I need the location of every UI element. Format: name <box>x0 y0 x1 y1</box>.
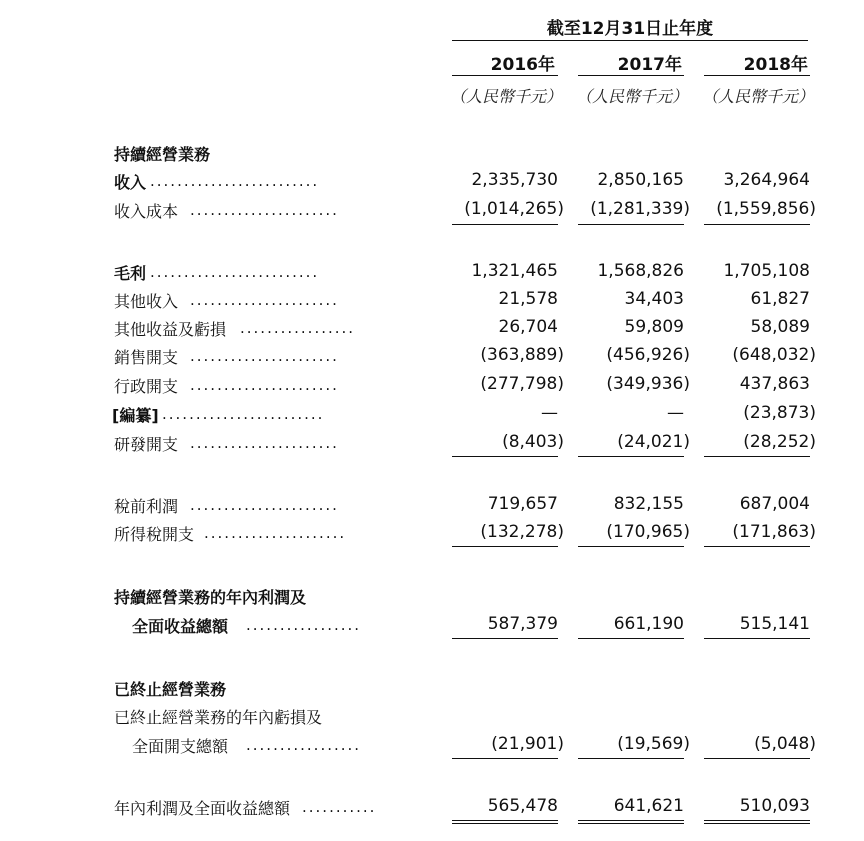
year-rule-2016 <box>452 75 558 76</box>
leader-dots: ...................... <box>190 496 339 514</box>
value-2016: (1,014,265) <box>464 199 564 219</box>
value-2017: (456,926) <box>606 345 690 365</box>
value-2016: 587,379 <box>487 614 558 634</box>
subtotal-rule <box>578 224 684 225</box>
value-2017: 34,403 <box>624 289 684 309</box>
value-2016: 719,657 <box>487 494 558 514</box>
leader-dots: ........... <box>302 798 377 816</box>
value-2017: 832,155 <box>613 494 684 514</box>
value-2018: (23,873) <box>743 403 816 423</box>
value-2017: 661,190 <box>613 614 684 634</box>
subtotal-rule <box>578 758 684 759</box>
row-label: 其他收入 <box>114 292 179 311</box>
leader-dots: ..................... <box>204 524 347 542</box>
value-2016: (21,901) <box>491 734 564 754</box>
unit-2017: （人民幣千元） <box>576 87 689 106</box>
value-2016: 565,478 <box>487 796 558 816</box>
row-label-line1: 已終止經營業務的年內虧損及 <box>114 708 323 727</box>
year-2018-header: 2018年 <box>743 55 808 75</box>
value-2018: 510,093 <box>739 796 810 816</box>
value-2018: 1,705,108 <box>723 261 810 281</box>
value-2018: 515,141 <box>739 614 810 634</box>
row-label: 其他收益及虧損 <box>114 320 227 339</box>
value-2017: (170,965) <box>606 522 690 542</box>
row-label-line1: 持續經營業務的年內利潤及 <box>114 588 307 607</box>
leader-dots: ...................... <box>190 201 339 219</box>
total-double-rule <box>578 820 684 824</box>
row-label: 稅前利潤 <box>114 497 179 516</box>
row-label: 收入成本 <box>114 202 179 221</box>
row-label: 全面開支總額 <box>132 737 229 756</box>
leader-dots: ........................ <box>162 405 325 423</box>
year-2017-header: 2017年 <box>617 55 682 75</box>
subtotal-rule <box>452 758 558 759</box>
subtotal-rule <box>452 546 558 547</box>
subtotal-rule <box>704 758 810 759</box>
leader-dots: ......................... <box>150 172 320 190</box>
subtotal-rule <box>452 224 558 225</box>
value-2016: (363,889) <box>480 345 564 365</box>
row-label: [編纂] <box>112 406 159 425</box>
value-2017: 2,850,165 <box>597 170 684 190</box>
subtotal-rule <box>452 456 558 457</box>
row-label: 行政開支 <box>114 377 179 396</box>
row-label: 毛利 <box>114 264 147 283</box>
unit-2016: （人民幣千元） <box>450 87 563 106</box>
year-rule-2018 <box>704 75 810 76</box>
value-2016: 26,704 <box>498 317 558 337</box>
value-2016: 2,335,730 <box>471 170 558 190</box>
year-2016-header: 2016年 <box>490 55 555 75</box>
leader-dots: ......................... <box>150 263 320 281</box>
total-double-rule <box>452 820 558 824</box>
header-rule <box>452 40 808 41</box>
value-2018: 437,863 <box>739 374 810 394</box>
value-2017: 1,568,826 <box>597 261 684 281</box>
value-2017: 59,809 <box>624 317 684 337</box>
row-label: 研發開支 <box>114 435 179 454</box>
value-2018: (28,252) <box>743 432 816 452</box>
subtotal-rule <box>704 546 810 547</box>
subtotal-rule <box>578 638 684 639</box>
leader-dots: ................. <box>246 616 362 634</box>
value-2018: 3,264,964 <box>723 170 810 190</box>
row-label: 年內利潤及全面收益總額 <box>114 799 291 818</box>
subtotal-rule <box>704 224 810 225</box>
row-label: 全面收益總額 <box>132 617 229 636</box>
row-label: 銷售開支 <box>114 348 179 367</box>
value-2017: — <box>667 403 684 423</box>
value-2016: (8,403) <box>502 432 564 452</box>
subtotal-rule <box>578 456 684 457</box>
value-2016: (132,278) <box>480 522 564 542</box>
subtotal-rule <box>704 638 810 639</box>
value-2018: 58,089 <box>750 317 810 337</box>
value-2016: — <box>541 403 558 423</box>
subtotal-rule <box>704 456 810 457</box>
value-2017: (349,936) <box>606 374 690 394</box>
value-2018: 61,827 <box>750 289 810 309</box>
value-2018: 687,004 <box>739 494 810 514</box>
period-header: 截至12月31日止年度 <box>546 19 714 39</box>
value-2018: (171,863) <box>732 522 816 542</box>
value-2018: (1,559,856) <box>716 199 816 219</box>
unit-2018: （人民幣千元） <box>702 87 815 106</box>
value-2016: 1,321,465 <box>471 261 558 281</box>
row-label: 所得稅開支 <box>114 525 195 544</box>
value-2018: (648,032) <box>732 345 816 365</box>
subtotal-rule <box>578 546 684 547</box>
value-2018: (5,048) <box>754 734 816 754</box>
subtotal-rule <box>452 638 558 639</box>
row-label: 收入 <box>114 173 147 192</box>
value-2017: (1,281,339) <box>590 199 690 219</box>
leader-dots: ...................... <box>190 434 339 452</box>
leader-dots: ................. <box>240 319 356 337</box>
section-discontinued: 已終止經營業務 <box>114 680 227 699</box>
total-double-rule <box>704 820 810 824</box>
leader-dots: ...................... <box>190 347 339 365</box>
year-rule-2017 <box>578 75 684 76</box>
leader-dots: ................. <box>246 736 362 754</box>
value-2017: (24,021) <box>617 432 690 452</box>
leader-dots: ...................... <box>190 376 339 394</box>
leader-dots: ...................... <box>190 291 339 309</box>
value-2016: 21,578 <box>498 289 558 309</box>
section-continuing: 持續經營業務 <box>114 145 211 164</box>
value-2017: 641,621 <box>613 796 684 816</box>
value-2016: (277,798) <box>480 374 564 394</box>
value-2017: (19,569) <box>617 734 690 754</box>
